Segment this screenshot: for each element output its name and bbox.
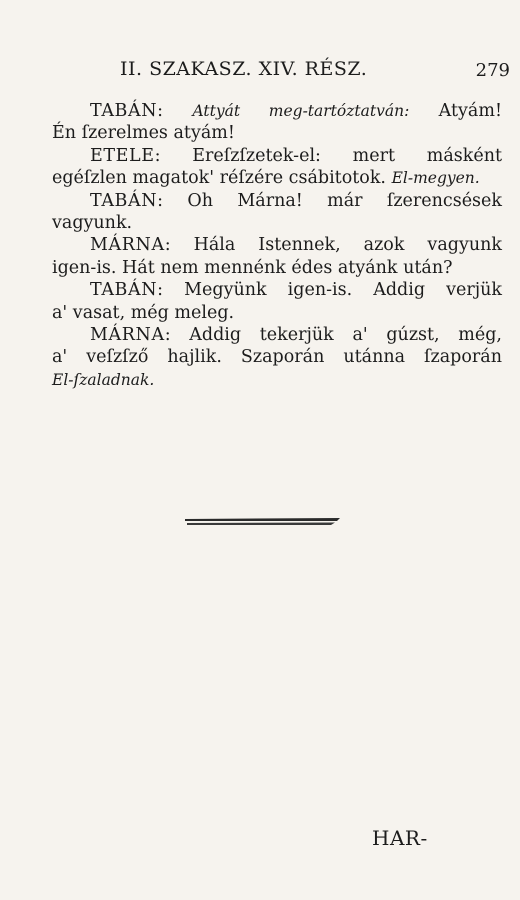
text-line bbox=[52, 234, 502, 256]
text-line bbox=[52, 324, 502, 346]
line-text: a' veſzſző hajlik. Szaporán utánna ſzaporán bbox=[52, 347, 502, 368]
line-text: : bbox=[157, 101, 193, 121]
line-text: vagyunk. bbox=[52, 213, 133, 234]
text-line bbox=[52, 145, 502, 167]
section-divider-rule bbox=[185, 517, 340, 526]
line-text: : Hála Istennek, azok vagyunk bbox=[164, 235, 502, 256]
line-text: Én ſzerelmes atyám! bbox=[52, 123, 235, 144]
text-line bbox=[52, 369, 502, 391]
text-line bbox=[52, 100, 502, 122]
stage-direction: El-megyen. bbox=[391, 169, 480, 188]
line-text: igen-is. Hát nem mennénk édes atyánk után? bbox=[52, 257, 453, 278]
speaker-name: TABÁN bbox=[90, 280, 158, 301]
speaker-name: TABÁN bbox=[90, 101, 158, 121]
page-number: 279 bbox=[475, 60, 510, 81]
speaker-name: TABÁN bbox=[90, 190, 158, 211]
running-head: II. SZAKASZ. XIV. RÉSZ. bbox=[120, 58, 368, 80]
catchword: HAR- bbox=[372, 826, 428, 850]
text-line bbox=[52, 190, 502, 212]
line-text: : Oh Márna! már ſzerencsések bbox=[157, 190, 502, 211]
text-line bbox=[52, 122, 502, 144]
text-line bbox=[52, 302, 502, 324]
speaker-name: ETELE bbox=[90, 145, 155, 166]
text-line bbox=[52, 279, 502, 301]
dialogue-text bbox=[52, 100, 502, 391]
text-line bbox=[52, 167, 502, 189]
text-line bbox=[52, 346, 502, 368]
stage-direction: El-ſzaladnak. bbox=[52, 370, 155, 389]
line-text: : Addig tekerjük a' gúzst, még, bbox=[164, 325, 502, 346]
stage-direction: Attyát meg-tartóztatván: bbox=[192, 102, 410, 120]
page-header bbox=[120, 58, 510, 88]
line-text: : Ereſzſzetek-el: mert másként bbox=[154, 145, 502, 166]
line-text: : Megyünk igen-is. Addig verjük bbox=[157, 280, 502, 301]
line-text: egéſzlen magatok' réſzére csábitotok. bbox=[52, 168, 392, 189]
line-text: Atyám! bbox=[409, 101, 502, 121]
speaker-name: MÁRNA bbox=[90, 325, 165, 346]
text-line bbox=[52, 257, 502, 279]
line-text: a' vasat, még meleg. bbox=[52, 302, 235, 323]
text-line bbox=[52, 212, 502, 234]
speaker-name: MÁRNA bbox=[90, 235, 165, 256]
